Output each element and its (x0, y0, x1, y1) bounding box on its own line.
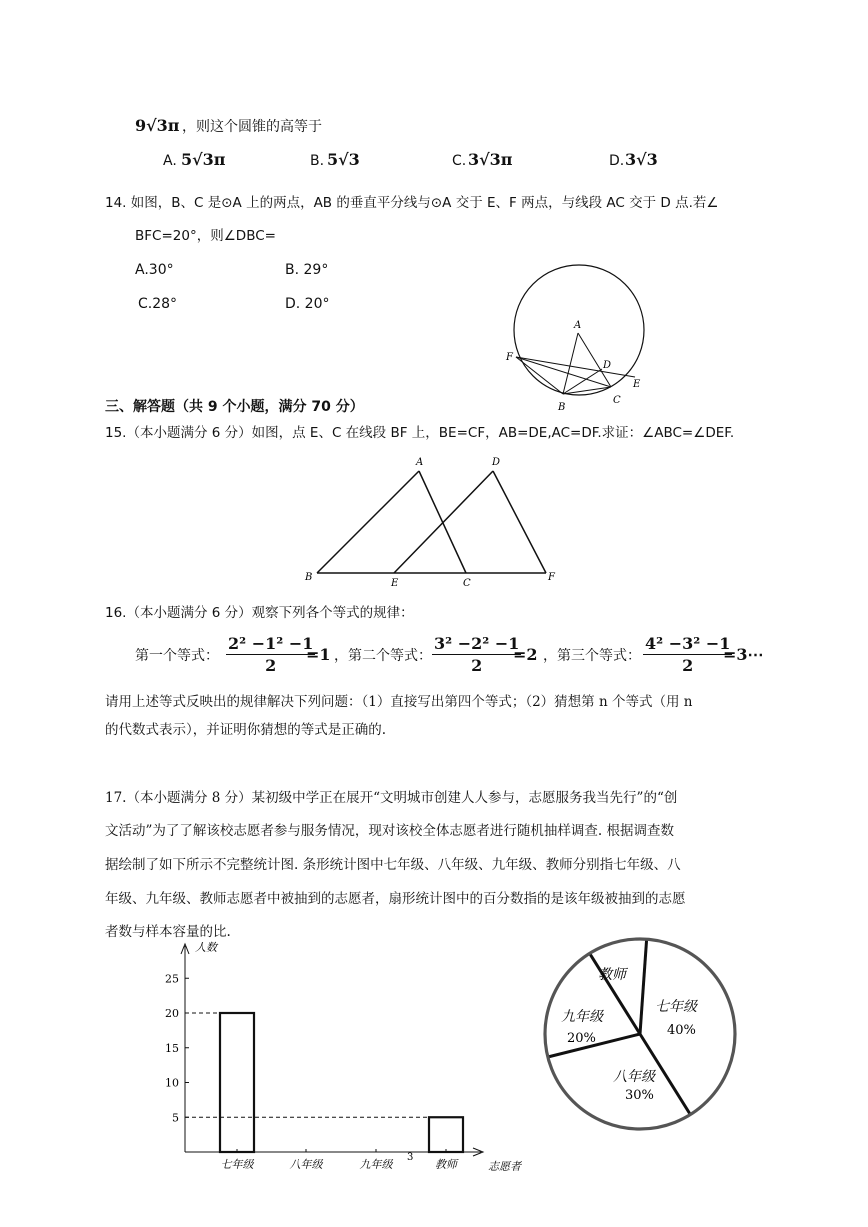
label-e: E (633, 379, 641, 390)
label-a: A (416, 457, 424, 468)
q17-line-4: 年级、九年级、教师志愿者中被抽到的志愿者，扇形统计图中的百分数指的是该年级被抽到的志愿 (105, 891, 686, 907)
q16-eq1-rhs: =1 (306, 645, 331, 664)
q13-option-d-value: 3√3 (625, 150, 658, 169)
q16-eq2-rhs: =2 (513, 645, 538, 664)
label-f: F (548, 572, 555, 583)
q16-eq3-rhs: =3⋯ (723, 645, 764, 664)
label-d: D (603, 360, 612, 371)
q13-option-b-label: B. (310, 153, 325, 169)
q16-eq3-numerator: 4² −3² −1 (645, 634, 731, 653)
q16-intro: 16.（本小题满分 6 分）观察下列各个等式的规律： (105, 605, 414, 621)
q17-line-1: 17.（本小题满分 8 分）某初级中学正在展开“文明城市创建人人参与，志愿服务我当先行”的“创 (105, 790, 678, 806)
q16-eq-label-1: 第一个等式： (135, 648, 219, 664)
pie-percent-grade9: 20% (567, 1031, 596, 1046)
q16-eq1-numerator: 2² −1² −1 (228, 634, 314, 653)
q17-line-2: 文活动”为了了解该校志愿者参与服务情况，现对该校全体志愿者进行随机抽样调查. 根据调查数 (105, 823, 674, 839)
label-b: B (558, 402, 566, 413)
q14-line1: 14. 如图，B、C 是⊙A 上的两点，AB 的垂直平分线与⊙A 交于 E、F 两点，与线段 AC 交于 D 点.若∠ (105, 195, 719, 211)
pie-slice-boundary (640, 939, 647, 1034)
q14-option-d: D. 20° (285, 296, 330, 312)
q13-option-b-value: 5√3 (327, 150, 360, 169)
q13-option-d-label: D. (609, 153, 625, 169)
x-category-label: 七年级 (220, 1158, 254, 1171)
q16-eq2-numerator: 3² −2² −1 (434, 634, 520, 653)
y-tick-label: 10 (165, 1076, 179, 1090)
q13-option-a-label: A. (163, 153, 177, 169)
label-c: C (463, 578, 471, 589)
q13-option-c-label: C. (452, 153, 467, 169)
y-tick-label: 20 (165, 1007, 179, 1020)
x-category-label: 八年级 (289, 1158, 323, 1171)
label-c: C (613, 395, 621, 406)
q13-option-c-value: 3√3π (468, 150, 513, 169)
q16-line2: 请用上述等式反映出的规律解决下列问题：（1）直接写出第四个等式；（2）猜想第 n 个等式（用 n (105, 694, 693, 710)
q16-eq1-denominator: 2 (265, 656, 277, 675)
q16-eq3-denominator: 2 (682, 656, 694, 675)
axis-note: 3 (407, 1152, 414, 1163)
q17-line-3: 据绘制了如下所示不完整统计图. 条形统计图中七年级、八年级、九年级、教师分别指七年级、八 (105, 857, 681, 873)
label-f: F (506, 352, 513, 363)
q16-eq-label-2: ，第二个等式： (334, 648, 432, 664)
section-heading: 三、解答题（共 9 个小题，满分 70 分） (105, 399, 364, 415)
q17-line-5: 者数与样本容量的比. (105, 924, 231, 940)
q13-cont-text: ，则这个圆锥的高等于 (182, 119, 322, 135)
q14-line2: BFC=20°，则∠DBC= (135, 228, 276, 244)
y-tick-label: 5 (172, 1111, 179, 1125)
q13-option-a-value: 5√3π (181, 150, 226, 169)
pie-label-teacher: 教师 (598, 967, 626, 983)
pie-percent-grade7: 40% (667, 1023, 696, 1038)
y-axis-label: 人数 (195, 941, 217, 954)
pie-label-grade7: 七年级 (655, 999, 697, 1015)
label-b: B (305, 572, 313, 583)
q14-option-c: C.28° (138, 296, 178, 312)
pie-label-grade9: 九年级 (561, 1009, 603, 1025)
x-category-label: 教师 (435, 1158, 457, 1171)
q14-option-b: B. 29° (285, 262, 329, 278)
q13-cont-math: 9√3π (135, 116, 180, 135)
y-tick-label: 15 (165, 1041, 179, 1055)
x-category-label: 九年级 (359, 1158, 393, 1171)
q15-text: 15.（本小题满分 6 分）如图，点 E、C 在线段 BF 上，BE=CF，AB=DE,AC=DF.求证：∠ABC=∠DEF. (105, 425, 735, 441)
q14-option-a: A.30° (135, 262, 174, 278)
q16-line3: 的代数式表示），并证明你猜想的等式是正确的. (105, 722, 387, 738)
label-d: D (492, 457, 501, 468)
q16-eq2-denominator: 2 (471, 656, 483, 675)
label-e: E (391, 578, 399, 589)
q16-eq-label-3: ，第三个等式： (543, 648, 641, 664)
pie-percent-grade8: 30% (625, 1088, 654, 1103)
label-a: A (574, 320, 582, 331)
x-axis-label: 志愿者 (488, 1160, 521, 1173)
pie-label-grade8: 八年级 (613, 1069, 655, 1085)
y-tick-label: 25 (165, 972, 179, 986)
